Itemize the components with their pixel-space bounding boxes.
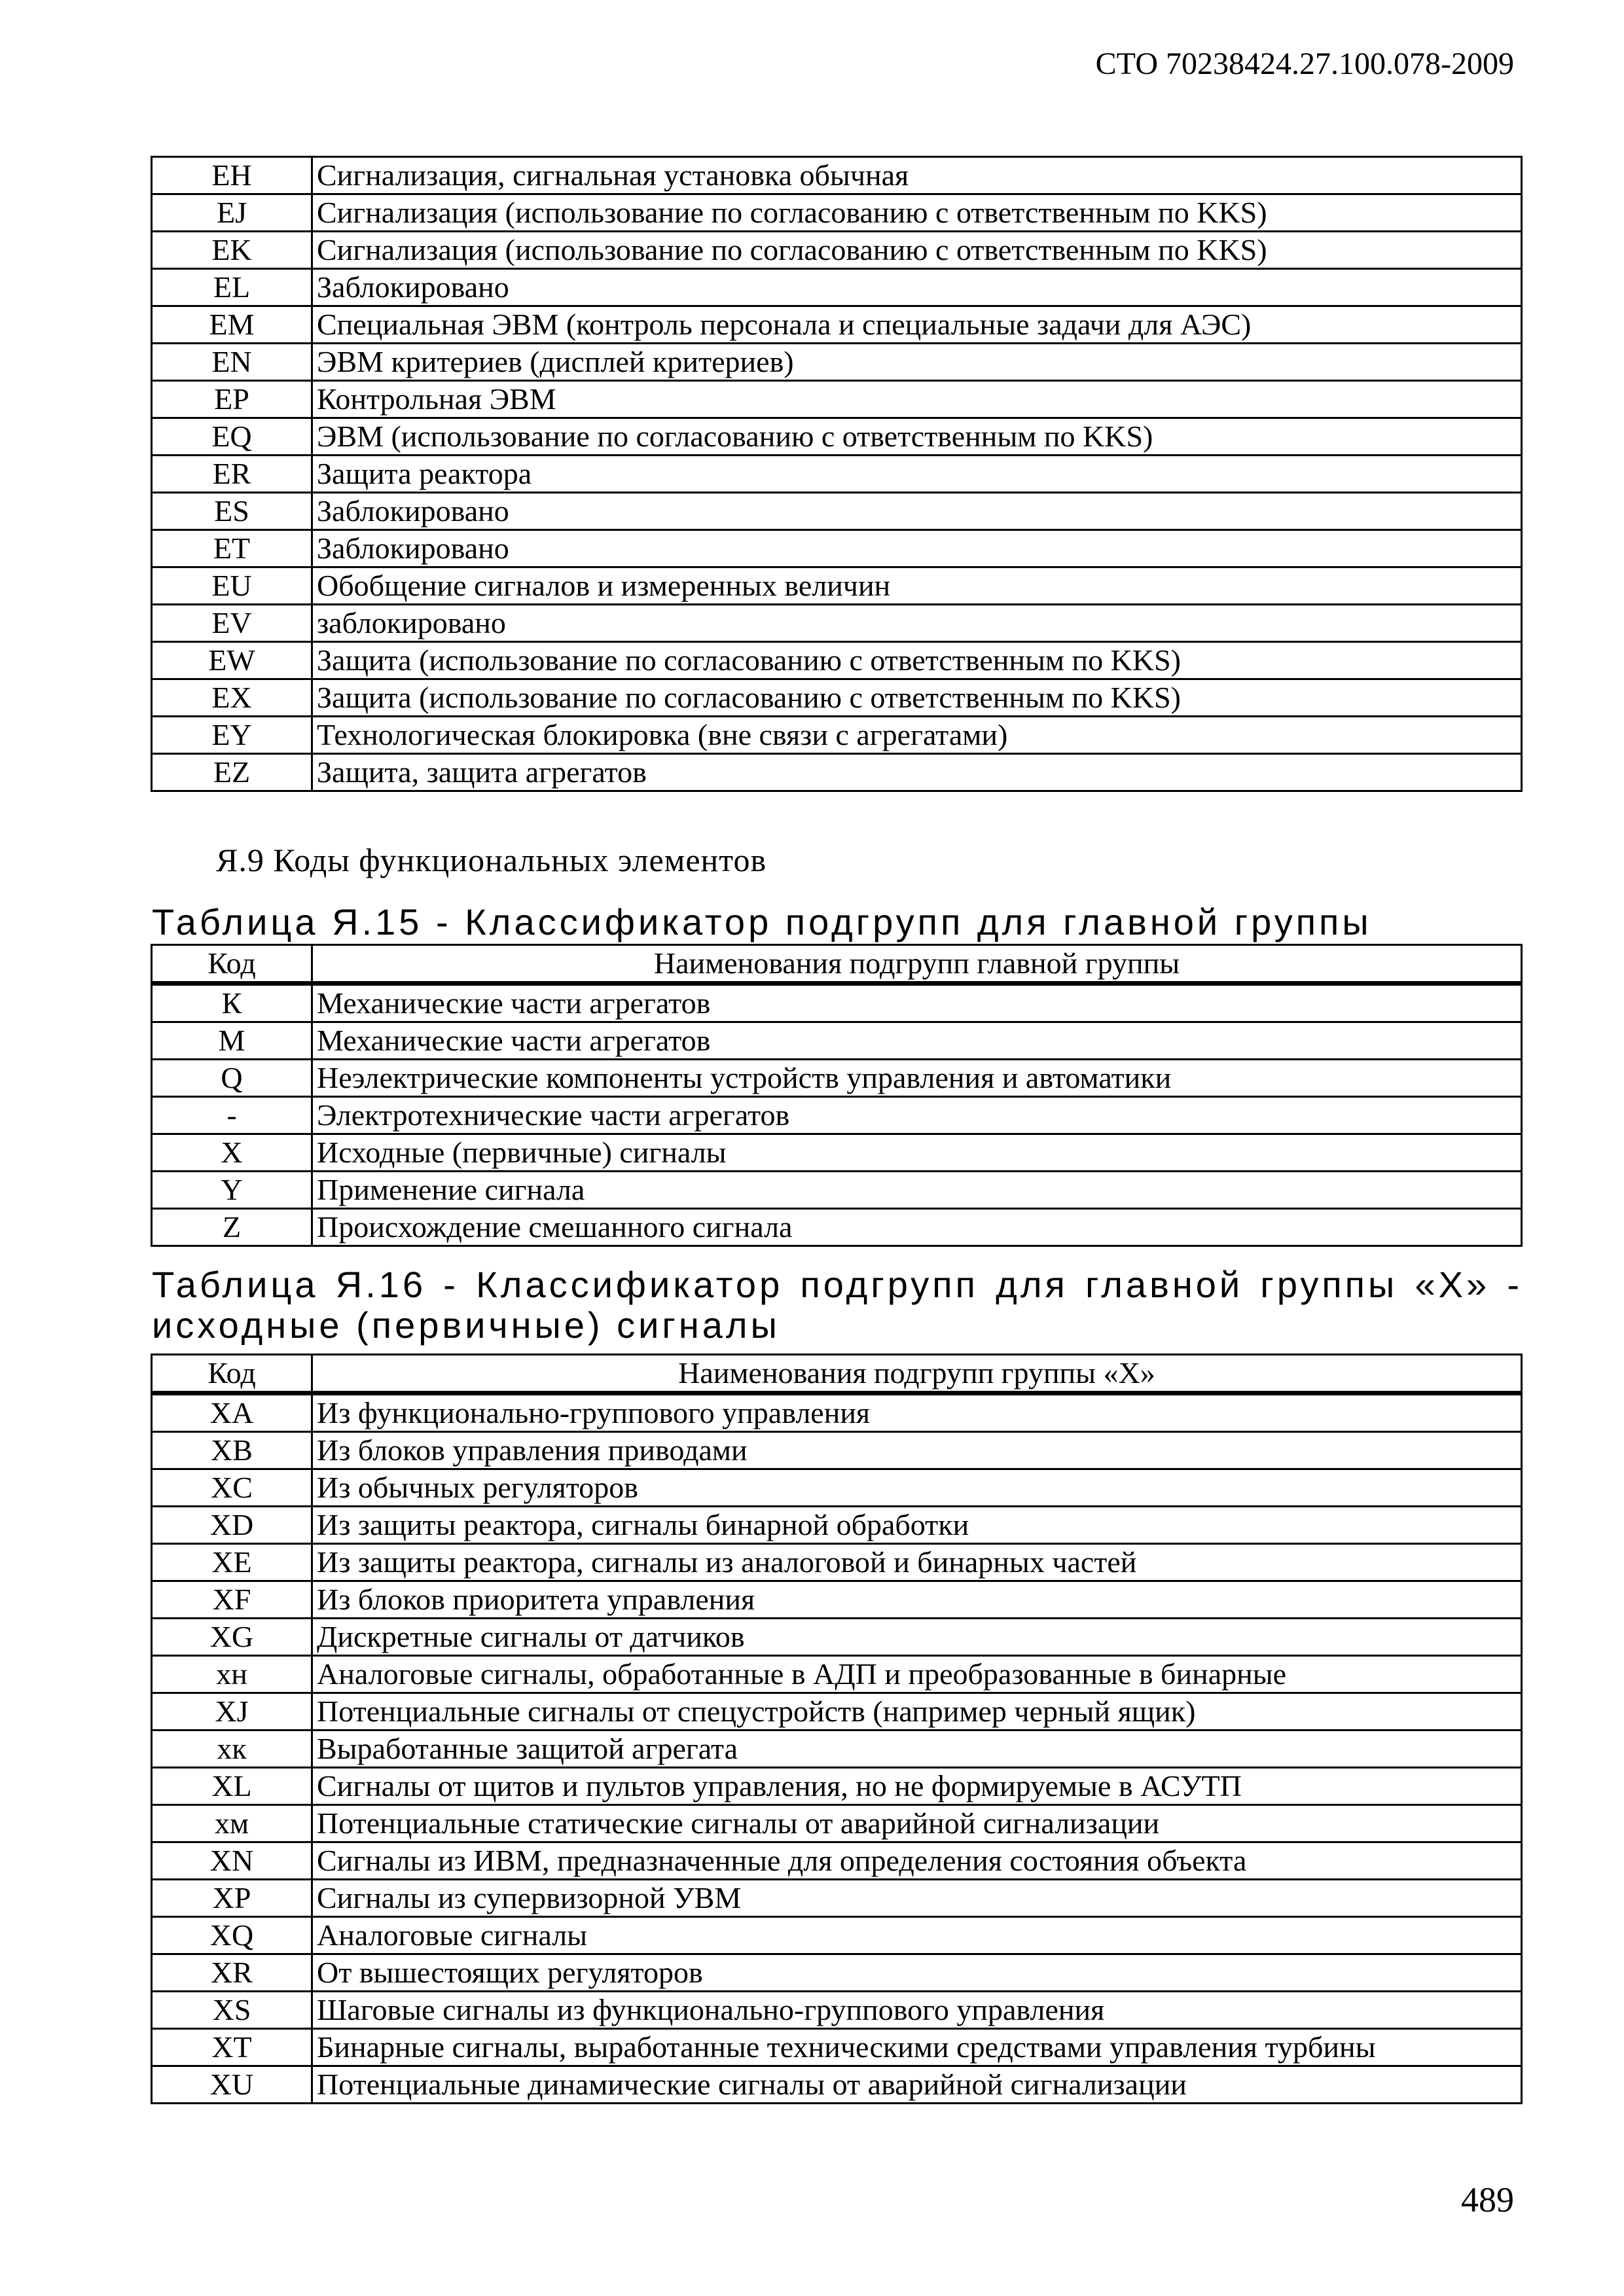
table-row xyxy=(152,1992,1522,2029)
table-row xyxy=(152,1209,1522,1246)
name-cell: Аналоговые сигналы, обработанные в АДП и преобразованные в бинарные xyxy=(312,1656,1522,1693)
code-cell: Y xyxy=(152,1172,312,1209)
code-cell: EN xyxy=(152,344,312,381)
code-cell: XJ xyxy=(152,1693,312,1731)
table-row xyxy=(152,1581,1522,1619)
code-cell: EL xyxy=(152,269,312,306)
code-cell: хм xyxy=(152,1805,312,1842)
code-cell: M xyxy=(152,1022,312,1060)
table-16 xyxy=(151,1354,1523,2104)
code-cell: XN xyxy=(152,1842,312,1880)
table-row xyxy=(152,530,1522,567)
code-cell: XD xyxy=(152,1507,312,1544)
name-cell: Сигналы из ИВМ, предназначенные для определения состояния объекта xyxy=(312,1842,1522,1880)
code-cell: X xyxy=(152,1134,312,1172)
code-cell: EM xyxy=(152,306,312,344)
name-cell: Механические части агрегатов xyxy=(312,1022,1522,1060)
name-cell: Из блоков управления приводами xyxy=(312,1432,1522,1469)
code-cell: ET xyxy=(152,530,312,567)
table-row xyxy=(152,1097,1522,1134)
name-cell: Технологическая блокировка (вне связи с агрегатами) xyxy=(312,717,1522,754)
section-title: Я.9 Коды функциональных элементов xyxy=(216,842,767,878)
table-row xyxy=(152,1880,1522,1917)
name-cell: Бинарные сигналы, выработанные техническими средствами управления турбины xyxy=(312,2029,1522,2066)
name-cell: заблокировано xyxy=(312,605,1522,642)
column-header-code: Код xyxy=(152,945,312,984)
table-row xyxy=(152,679,1522,717)
code-cell: EV xyxy=(152,605,312,642)
table-row xyxy=(152,1022,1522,1060)
code-cell: XP xyxy=(152,1880,312,1917)
name-cell: От вышестоящих регуляторов xyxy=(312,1954,1522,1992)
table-row xyxy=(152,2066,1522,2104)
code-cell: XE xyxy=(152,1544,312,1581)
name-cell: Контрольная ЭВМ xyxy=(312,381,1522,418)
code-cell: EQ xyxy=(152,418,312,456)
name-cell: Дискретные сигналы от датчиков xyxy=(312,1619,1522,1656)
code-cell: EU xyxy=(152,567,312,605)
name-cell: Заблокировано xyxy=(312,530,1522,567)
name-cell: ЭВМ (использование по согласованию с ответственным по KKS) xyxy=(312,418,1522,456)
table-row xyxy=(152,717,1522,754)
code-cell: EK xyxy=(152,232,312,269)
name-cell: Шаговые сигналы из функционально-группового управления xyxy=(312,1992,1522,2029)
table-row xyxy=(152,456,1522,493)
document-code: СТО 70238424.27.100.078-2009 xyxy=(1095,46,1514,81)
table-15 xyxy=(151,944,1523,1247)
code-cell: EW xyxy=(152,642,312,679)
name-cell: Защита (использование по согласованию с ответственным по KKS) xyxy=(312,679,1522,717)
table-row xyxy=(152,157,1522,194)
name-cell: Сигнализация, сигнальная установка обычная xyxy=(312,157,1522,194)
name-cell: ЭВМ критериев (дисплей критериев) xyxy=(312,344,1522,381)
code-cell: XF xyxy=(152,1581,312,1619)
table-row xyxy=(152,1507,1522,1544)
table-row xyxy=(152,1134,1522,1172)
code-cell: XG xyxy=(152,1619,312,1656)
code-cell: EJ xyxy=(152,194,312,232)
name-cell: Защита (использование по согласованию с ответственным по KKS) xyxy=(312,642,1522,679)
name-cell: Потенциальные статические сигналы от аварийной сигнализации xyxy=(312,1805,1522,1842)
code-cell: XA xyxy=(152,1393,312,1432)
name-cell: Из защиты реактора, сигналы бинарной обработки xyxy=(312,1507,1522,1544)
table-row xyxy=(152,1060,1522,1097)
name-cell: Сигналы от щитов и пультов управления, но не формируемые в АСУТП xyxy=(312,1768,1522,1805)
table-row xyxy=(152,493,1522,530)
table-15-body xyxy=(152,984,1522,1246)
page-number: 489 xyxy=(1461,2180,1514,2219)
code-cell: EZ xyxy=(152,754,312,791)
code-cell: К xyxy=(152,984,312,1022)
name-cell: Сигналы из супервизорной УВМ xyxy=(312,1880,1522,1917)
table-row xyxy=(152,605,1522,642)
table-row xyxy=(152,232,1522,269)
code-cell: EH xyxy=(152,157,312,194)
function-codes-table-body xyxy=(152,157,1522,791)
name-cell: Обобщение сигналов и измеренных величин xyxy=(312,567,1522,605)
name-cell: Сигнализация (использование по согласованию с ответственным по KKS) xyxy=(312,194,1522,232)
name-cell: Сигнализация (использование по согласованию с ответственным по KKS) xyxy=(312,232,1522,269)
table-row xyxy=(152,269,1522,306)
table-row xyxy=(152,754,1522,791)
table-16-body xyxy=(152,1393,1522,2104)
name-cell: Потенциальные динамические сигналы от аварийной сигнализации xyxy=(312,2066,1522,2104)
code-cell: - xyxy=(152,1097,312,1134)
table-row xyxy=(152,1544,1522,1581)
name-cell: Исходные (первичные) сигналы xyxy=(312,1134,1522,1172)
table-row xyxy=(152,1954,1522,1992)
table-16-caption: Таблица Я.16 - Классификатор подгрупп для главной группы «X» - исходные (первичные) сигналы xyxy=(152,1264,1523,1346)
name-cell: Происхождение смешанного сигнала xyxy=(312,1209,1522,1246)
table-row xyxy=(152,1393,1522,1432)
code-cell: XL xyxy=(152,1768,312,1805)
column-header-name: Наименования подгрупп главной группы xyxy=(312,945,1522,984)
table-row xyxy=(152,642,1522,679)
table-row xyxy=(152,381,1522,418)
code-cell: ES xyxy=(152,493,312,530)
column-header-name: Наименования подгрупп группы «X» xyxy=(312,1355,1522,1393)
code-cell: XU xyxy=(152,2066,312,2104)
code-cell: XQ xyxy=(152,1917,312,1954)
table-row xyxy=(152,1917,1522,1954)
name-cell: Из блоков приоритета управления xyxy=(312,1581,1522,1619)
name-cell: Неэлектрические компоненты устройств управления и автоматики xyxy=(312,1060,1522,1097)
name-cell: Потенциальные сигналы от спецустройств (например черный ящик) xyxy=(312,1693,1522,1731)
name-cell: Применение сигнала xyxy=(312,1172,1522,1209)
table-row xyxy=(152,2029,1522,2066)
table-row xyxy=(152,194,1522,232)
name-cell: Из обычных регуляторов xyxy=(312,1469,1522,1507)
code-cell: XC xyxy=(152,1469,312,1507)
table-row xyxy=(152,1619,1522,1656)
name-cell: Защита, защита агрегатов xyxy=(312,754,1522,791)
code-cell: XS xyxy=(152,1992,312,2029)
table-row xyxy=(152,418,1522,456)
name-cell: Выработанные защитой агрегата xyxy=(312,1731,1522,1768)
code-cell: XT xyxy=(152,2029,312,2066)
table-row xyxy=(152,567,1522,605)
name-cell: Электротехнические части агрегатов xyxy=(312,1097,1522,1134)
table-row xyxy=(152,1172,1522,1209)
code-cell: Z xyxy=(152,1209,312,1246)
table-15-caption: Таблица Я.15 - Классификатор подгрупп для главной группы xyxy=(152,901,1372,942)
table-header-row xyxy=(152,945,1522,984)
name-cell: Специальная ЭВМ (контроль персонала и специальные задачи для АЭС) xyxy=(312,306,1522,344)
name-cell: Заблокировано xyxy=(312,493,1522,530)
name-cell: Защита реактора xyxy=(312,456,1522,493)
function-codes-table xyxy=(151,156,1523,792)
code-cell: XB xyxy=(152,1432,312,1469)
code-cell: хк xyxy=(152,1731,312,1768)
name-cell: Механические части агрегатов xyxy=(312,984,1522,1022)
table-row xyxy=(152,1432,1522,1469)
code-cell: ER xyxy=(152,456,312,493)
table-row xyxy=(152,1731,1522,1768)
table-row xyxy=(152,1805,1522,1842)
table-row xyxy=(152,1842,1522,1880)
code-cell: EP xyxy=(152,381,312,418)
code-cell: хн xyxy=(152,1656,312,1693)
table-row xyxy=(152,1768,1522,1805)
name-cell: Из функционально-группового управления xyxy=(312,1393,1522,1432)
table-row xyxy=(152,306,1522,344)
table-row xyxy=(152,984,1522,1022)
column-header-code: Код xyxy=(152,1355,312,1393)
code-cell: EX xyxy=(152,679,312,717)
table-row xyxy=(152,1693,1522,1731)
table-row xyxy=(152,344,1522,381)
table-row xyxy=(152,1469,1522,1507)
name-cell: Из защиты реактора, сигналы из аналоговой и бинарных частей xyxy=(312,1544,1522,1581)
table-header-row xyxy=(152,1355,1522,1393)
code-cell: EY xyxy=(152,717,312,754)
table-row xyxy=(152,1656,1522,1693)
name-cell: Заблокировано xyxy=(312,269,1522,306)
code-cell: XR xyxy=(152,1954,312,1992)
code-cell: Q xyxy=(152,1060,312,1097)
name-cell: Аналоговые сигналы xyxy=(312,1917,1522,1954)
